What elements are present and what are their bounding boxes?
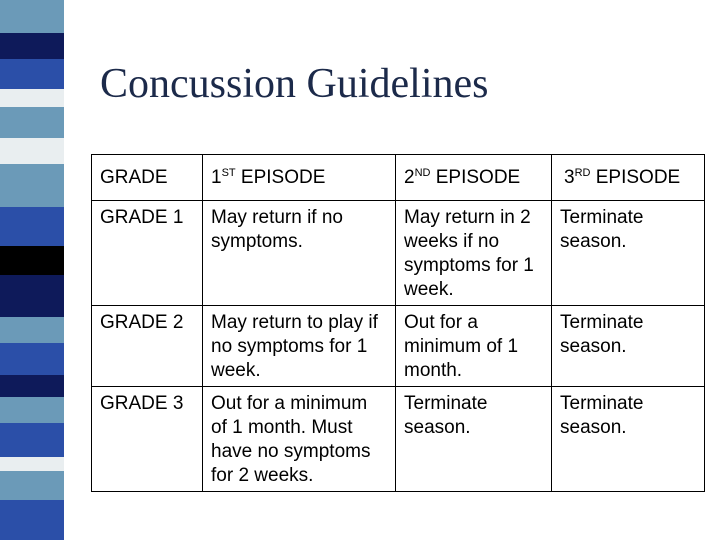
decorative-color-strip [0, 0, 64, 540]
strip-block [0, 275, 64, 317]
strip-block [0, 107, 64, 138]
strip-block [0, 500, 64, 540]
strip-block [0, 89, 64, 107]
header-episode-2 [396, 155, 552, 201]
header-grade: GRADE [92, 155, 203, 201]
episode-3-cell: Terminate season. [552, 201, 705, 306]
episode-1-cell: Out for a minimum of 1 month. Must have no symptoms for 2 weeks. [203, 387, 396, 492]
episode-3-cell: Terminate season. [552, 387, 705, 492]
episode-ordinal-suffix: ND [414, 166, 431, 179]
episode-2-cell: Out for a minimum of 1 month. [396, 306, 552, 387]
grade-cell: GRADE 3 [92, 387, 203, 492]
episode-ordinal-suffix: RD [574, 166, 591, 179]
episode-3-cell: Terminate season. [552, 306, 705, 387]
table-row [92, 306, 705, 387]
strip-block [0, 0, 64, 33]
grade-cell: GRADE 2 [92, 306, 203, 387]
strip-block [0, 33, 64, 59]
header-episode-3 [552, 155, 705, 201]
episode-1-cell: May return to play if no symptoms for 1 week. [203, 306, 396, 387]
episode-number: 3 [564, 166, 575, 188]
strip-block [0, 317, 64, 343]
grade-cell: GRADE 1 [92, 201, 203, 306]
table-row [92, 387, 705, 492]
episode-2-cell: Terminate season. [396, 387, 552, 492]
episode-word: EPISODE [235, 166, 326, 188]
header-episode-1 [203, 155, 396, 201]
concussion-guidelines-table [91, 154, 705, 492]
table-header-row [92, 155, 705, 201]
episode-1-cell: May return if no symptoms. [203, 201, 396, 306]
strip-block [0, 207, 64, 246]
slide-title: Concussion Guidelines [100, 61, 489, 107]
strip-block [0, 343, 64, 375]
strip-block [0, 59, 64, 89]
strip-block [0, 397, 64, 423]
strip-block [0, 423, 64, 457]
strip-block [0, 138, 64, 164]
episode-word: EPISODE [590, 166, 681, 188]
strip-block [0, 471, 64, 500]
episode-word: EPISODE [430, 166, 521, 188]
episode-ordinal-suffix: ST [221, 166, 236, 179]
table-row [92, 201, 705, 306]
strip-block [0, 457, 64, 471]
episode-2-cell: May return in 2 weeks if no symptoms for 1 week. [396, 201, 552, 306]
strip-block [0, 246, 64, 275]
strip-block [0, 164, 64, 207]
episode-number: 1 [211, 166, 222, 188]
episode-number: 2 [404, 166, 415, 188]
strip-block [0, 375, 64, 397]
